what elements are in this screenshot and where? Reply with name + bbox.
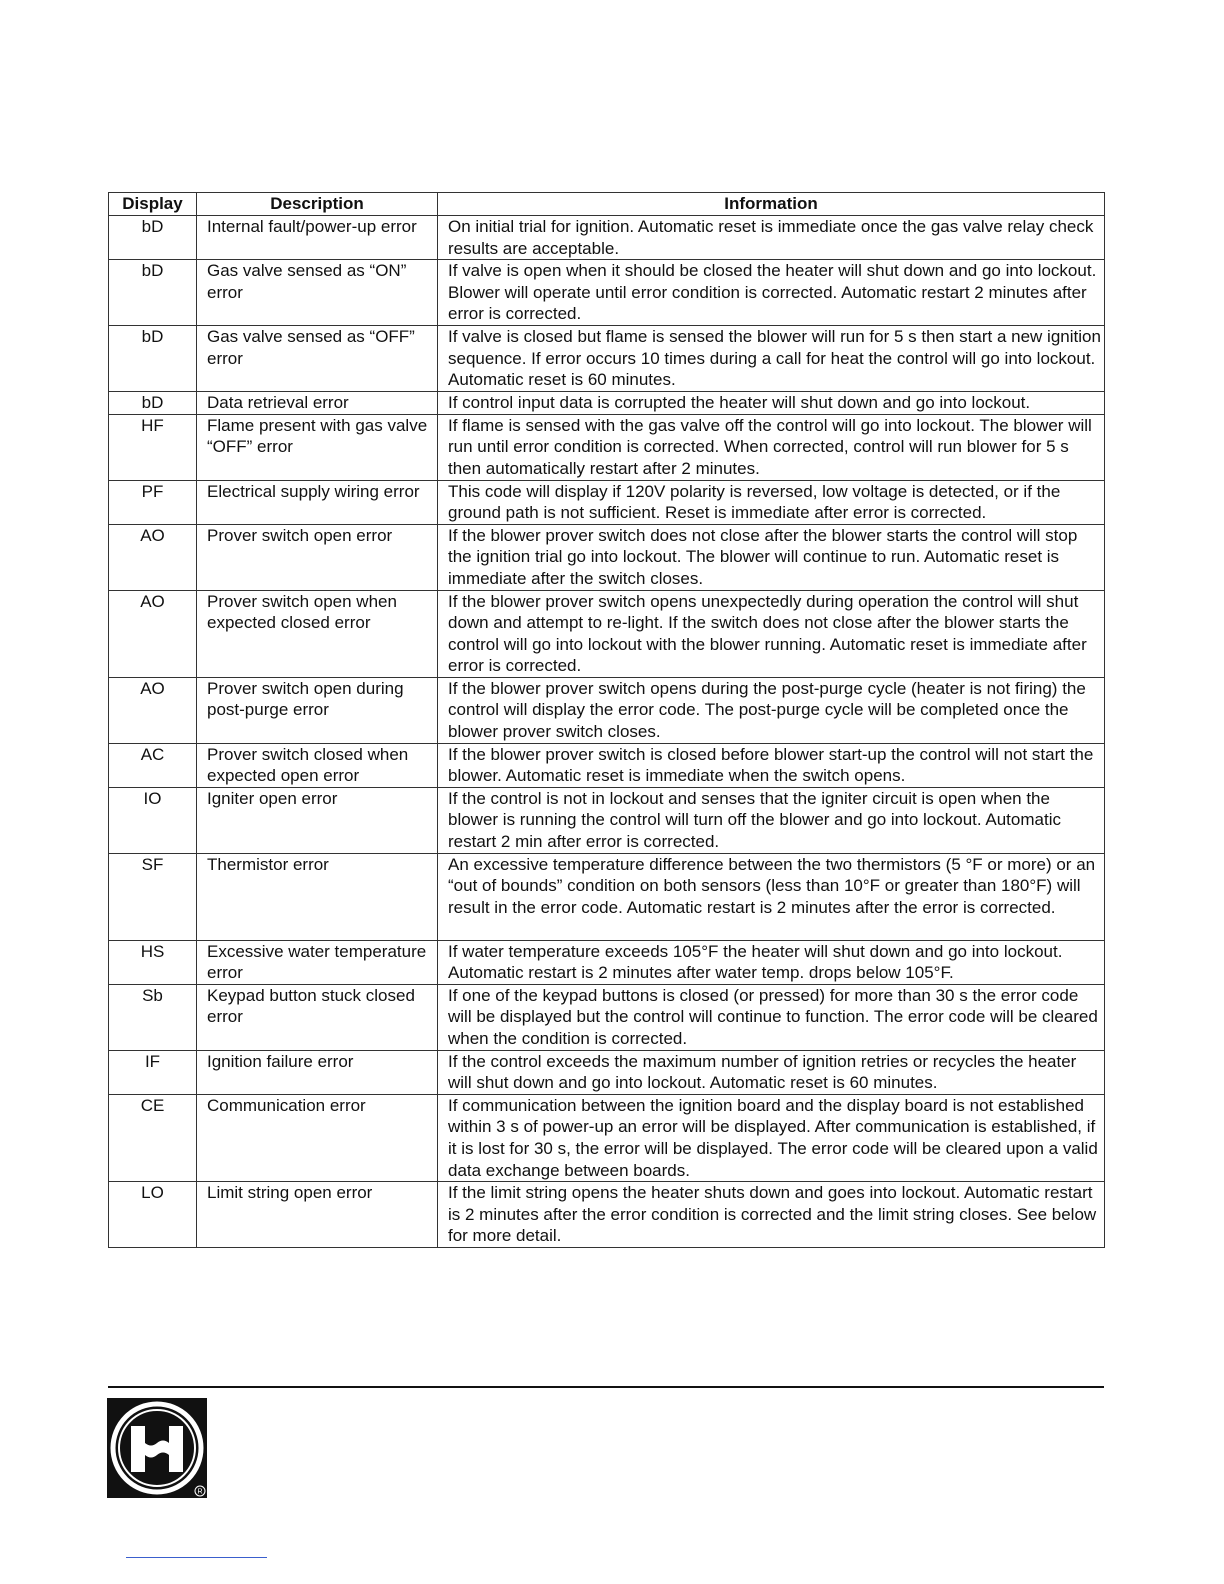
display-code: bD bbox=[109, 216, 197, 260]
information-cell: If flame is sensed with the gas valve off the control will go into lockout. The blower will run until error condition is corrected. When corrected, control will run blower for 5 s then automatically restart after 2 minutes. bbox=[438, 414, 1105, 480]
information-cell: If water temperature exceeds 105°F the heater will shut down and go into lockout. Automatic restart is 2 minutes after water temp. drops below 105°F. bbox=[438, 940, 1105, 984]
table-row bbox=[109, 1094, 1105, 1181]
description-cell: Ignition failure error bbox=[197, 1050, 438, 1094]
information-cell: If control input data is corrupted the heater will shut down and go into lockout. bbox=[438, 391, 1105, 414]
display-code: HF bbox=[109, 414, 197, 480]
information-cell: If the blower prover switch opens during the post-purge cycle (heater is not firing) the control will display the error code. The post-purge cycle will be completed once the blower prover switch closes. bbox=[438, 677, 1105, 743]
description-cell: Keypad button stuck closed error bbox=[197, 984, 438, 1050]
information-cell: This code will display if 120V polarity is reversed, low voltage is detected, or if the ground path is not sufficient. Reset is immediate after error is corrected. bbox=[438, 480, 1105, 524]
description-cell: Communication error bbox=[197, 1094, 438, 1181]
table-row bbox=[109, 325, 1105, 391]
information-cell: If communication between the ignition board and the display board is not established within 3 s of power-up an error will be displayed. After communication is established, if it is lost for 30 s, the error will be displayed. The error code will be cleared upon a valid data exchange between boards. bbox=[438, 1094, 1105, 1181]
table-row bbox=[109, 480, 1105, 524]
information-cell: If the limit string opens the heater shuts down and goes into lockout. Automatic restart is 2 minutes after the error condition is corrected and the limit string closes. See below for more detail. bbox=[438, 1182, 1105, 1248]
header-description: Description bbox=[197, 193, 438, 216]
table-row bbox=[109, 216, 1105, 260]
footer-link-underline bbox=[126, 1557, 267, 1558]
description-cell: Prover switch open error bbox=[197, 524, 438, 590]
information-cell: If the blower prover switch is closed before blower start-up the control will not start the blower. Automatic reset is immediate when the switch opens. bbox=[438, 743, 1105, 787]
table-row bbox=[109, 524, 1105, 590]
display-code: CE bbox=[109, 1094, 197, 1181]
description-cell: Gas valve sensed as “ON” error bbox=[197, 260, 438, 326]
description-cell: Flame present with gas valve “OFF” error bbox=[197, 414, 438, 480]
information-cell: On initial trial for ignition. Automatic reset is immediate once the gas valve relay check results are acceptable. bbox=[438, 216, 1105, 260]
description-cell: Thermistor error bbox=[197, 853, 438, 940]
description-cell: Prover switch open during post-purge error bbox=[197, 677, 438, 743]
description-cell: Excessive water temperature error bbox=[197, 940, 438, 984]
brand-h-icon bbox=[107, 1398, 207, 1498]
display-code: PF bbox=[109, 480, 197, 524]
display-code: AO bbox=[109, 677, 197, 743]
display-code: AO bbox=[109, 590, 197, 677]
table-header-row bbox=[109, 193, 1105, 216]
description-cell: Limit string open error bbox=[197, 1182, 438, 1248]
information-cell: If the control is not in lockout and senses that the igniter circuit is open when the blower is running the control will turn off the blower and go into lockout. Automatic restart 2 min after error is corrected. bbox=[438, 787, 1105, 853]
display-code: bD bbox=[109, 325, 197, 391]
display-code: IO bbox=[109, 787, 197, 853]
information-cell: If valve is closed but flame is sensed the blower will run for 5 s then start a new ignition sequence. If error occurs 10 times during a call for heat the control will go into lockout. Automatic reset is 60 minutes. bbox=[438, 325, 1105, 391]
display-code: bD bbox=[109, 391, 197, 414]
description-cell: Data retrieval error bbox=[197, 391, 438, 414]
table-row bbox=[109, 1182, 1105, 1248]
display-code: AO bbox=[109, 524, 197, 590]
description-cell: Prover switch open when expected closed error bbox=[197, 590, 438, 677]
description-cell: Prover switch closed when expected open error bbox=[197, 743, 438, 787]
information-cell: If valve is open when it should be closed the heater will shut down and go into lockout. Blower will operate until error condition is corrected. Automatic restart 2 minutes after error is corrected. bbox=[438, 260, 1105, 326]
information-cell: If the control exceeds the maximum number of ignition retries or recycles the heater will shut down and go into lockout. Automatic reset is 60 minutes. bbox=[438, 1050, 1105, 1094]
table-row bbox=[109, 391, 1105, 414]
display-code: HS bbox=[109, 940, 197, 984]
information-cell: If one of the keypad buttons is closed (or pressed) for more than 30 s the error code will be displayed but the control will continue to function. The error code will be cleared when the condition is corrected. bbox=[438, 984, 1105, 1050]
footer-divider bbox=[108, 1386, 1104, 1388]
information-cell: If the blower prover switch does not close after the blower starts the control will stop the ignition trial go into lockout. The blower will continue to run. Automatic reset is immediate after the switch closes. bbox=[438, 524, 1105, 590]
error-code-table bbox=[108, 192, 1105, 1248]
description-cell: Igniter open error bbox=[197, 787, 438, 853]
description-cell: Electrical supply wiring error bbox=[197, 480, 438, 524]
table-row bbox=[109, 590, 1105, 677]
table-row bbox=[109, 743, 1105, 787]
table-row bbox=[109, 787, 1105, 853]
table-row bbox=[109, 853, 1105, 940]
table-row bbox=[109, 940, 1105, 984]
information-cell: An excessive temperature difference between the two thermistors (5 °F or more) or an “out of bounds” condition on both sensors (less than 10°F or greater than 180°F) will result in the error code. Automatic restart is 2 minutes after the error is corrected. bbox=[438, 853, 1105, 940]
display-code: IF bbox=[109, 1050, 197, 1094]
information-cell: If the blower prover switch opens unexpectedly during operation the control will shut down and attempt to re-light. If the switch does not close after the blower starts the control will go into lockout with the blower running. Automatic reset is immediate after error is corrected. bbox=[438, 590, 1105, 677]
table-row bbox=[109, 260, 1105, 326]
display-code: AC bbox=[109, 743, 197, 787]
description-cell: Internal fault/power-up error bbox=[197, 216, 438, 260]
table-row bbox=[109, 677, 1105, 743]
display-code: LO bbox=[109, 1182, 197, 1248]
display-code: SF bbox=[109, 853, 197, 940]
table-row bbox=[109, 984, 1105, 1050]
display-code: bD bbox=[109, 260, 197, 326]
brand-logo bbox=[107, 1398, 207, 1498]
header-display: Display bbox=[109, 193, 197, 216]
header-information: Information bbox=[438, 193, 1105, 216]
registered-mark: R bbox=[197, 1488, 203, 1496]
table-row bbox=[109, 414, 1105, 480]
description-cell: Gas valve sensed as “OFF” error bbox=[197, 325, 438, 391]
table-row bbox=[109, 1050, 1105, 1094]
display-code: Sb bbox=[109, 984, 197, 1050]
